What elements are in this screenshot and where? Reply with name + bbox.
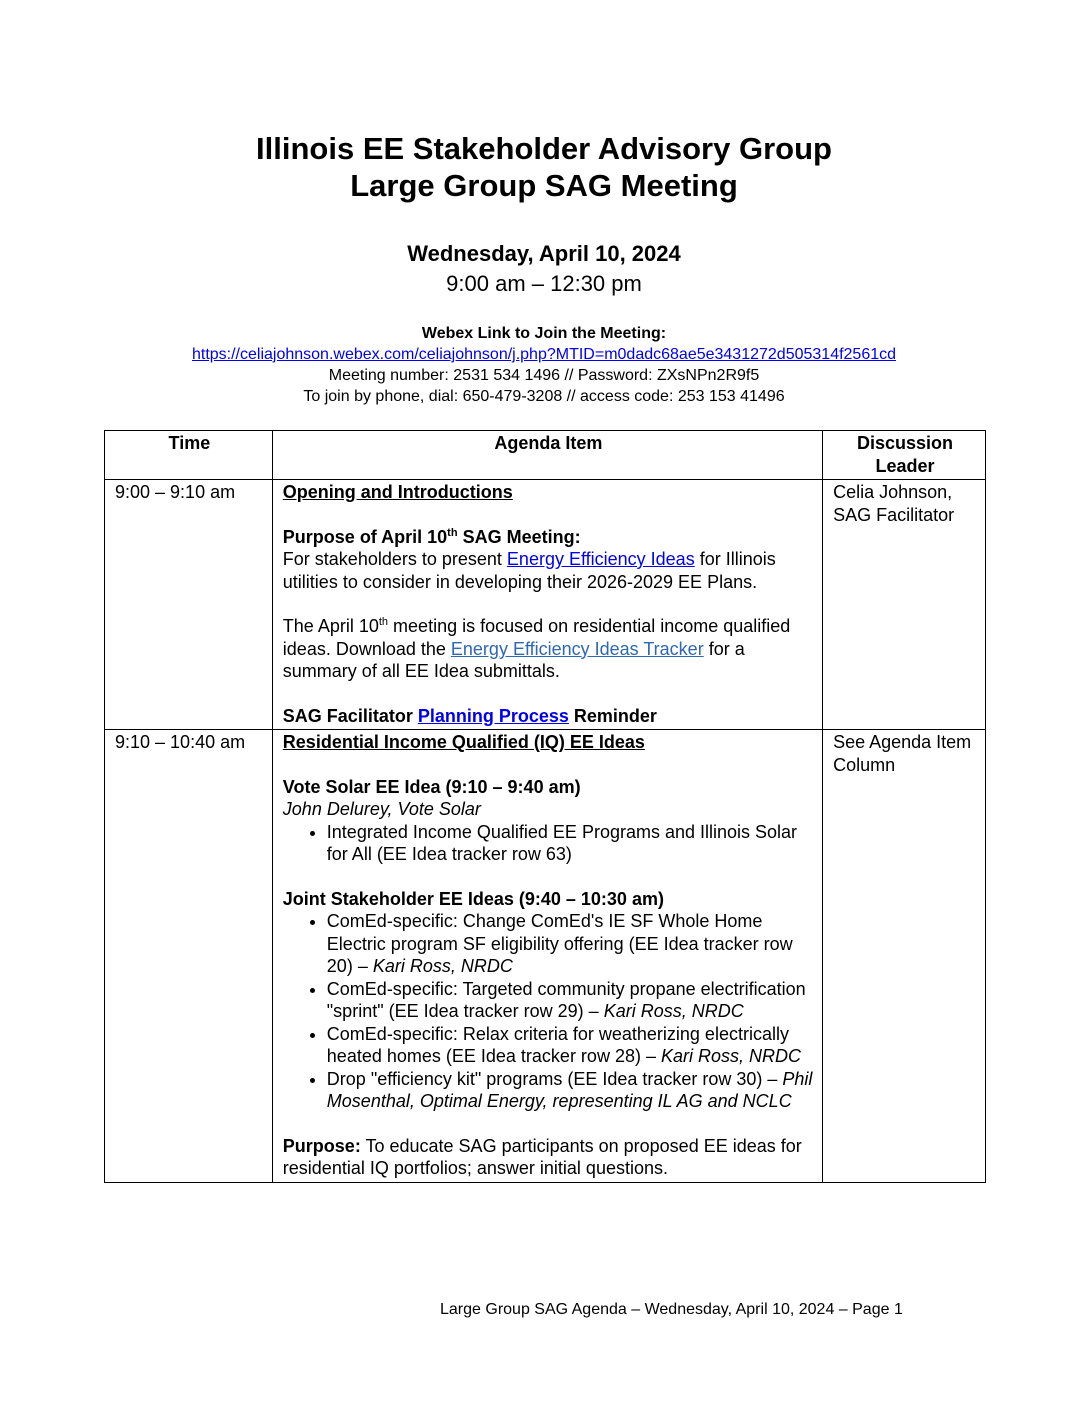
row1-time: 9:00 – 9:10 am	[105, 480, 273, 730]
meeting-number: Meeting number: 2531 534 1496 // Password: ZXsNPn2R9f5	[328, 367, 760, 384]
vote-solar-presenter: John Delurey, Vote Solar	[282, 799, 481, 819]
phone-info: To join by phone, dial: 650-479-3208 // access code: 253 153 41496	[303, 388, 785, 405]
list-item: • Integrated Income Qualified EE Programs and Illinois Solar for All (EE Idea tracker row 63)	[327, 821, 814, 866]
webex-link[interactable]: https://celiajohnson.webex.com/celiajohnson/j.php?MTID=m0dadc68ae5e3431272d505314f2561cd	[191, 346, 897, 363]
vote-solar-heading: Vote Solar EE Idea (9:10 – 9:40 am)	[282, 776, 581, 797]
header-agenda-item: Agenda Item	[272, 431, 822, 480]
row1-purpose-text: For stakeholders to present Energy Efficiency Ideas for Illinois utilities to consider in developing their 2026-2029 EE Plans.	[282, 549, 776, 592]
row1-title: Opening and Introductions	[282, 482, 513, 502]
page-footer: Large Group SAG Agenda – Wednesday, April 10, 2024 – Page 1	[440, 1301, 903, 1318]
row2-time: 9:10 – 10:40 am	[105, 730, 273, 1183]
joint-stakeholder-list	[283, 910, 814, 1113]
page-subtitle: Large Group SAG Meeting	[350, 168, 738, 203]
table-header-row	[105, 431, 986, 480]
webex-block	[0, 323, 1088, 407]
title-block	[0, 130, 1088, 298]
list-item: • ComEd-specific: Change ComEd's IE SF Whole Home Electric program SF eligibility offering (EE Idea tracker row 20) – Kari Ross, NRDC	[327, 910, 814, 978]
list-item: • ComEd-specific: Relax criteria for weatherizing electrically heated homes (EE Idea tracker row 28) – Kari Ross, NRDC	[327, 1023, 814, 1068]
header-time: Time	[105, 431, 273, 480]
row2-purpose: Purpose: To educate SAG participants on proposed EE ideas for residential IQ portfolios; answer initial questions.	[282, 1135, 802, 1178]
row1-leader: Celia Johnson, SAG Facilitator	[823, 480, 986, 730]
vote-solar-list	[283, 821, 814, 866]
header-discussion-leader: Discussion Leader	[823, 431, 986, 480]
webex-heading: Webex Link to Join the Meeting:	[421, 325, 667, 342]
energy-efficiency-ideas-link[interactable]: Energy Efficiency Ideas	[506, 549, 695, 569]
row2-agenda-item	[272, 730, 822, 1183]
planning-process-link[interactable]: Planning Process	[417, 705, 569, 726]
list-item: • Drop "efficiency kit" programs (EE Idea tracker row 30) – Phil Mosenthal, Optimal Energy, representing IL AG and NCLC	[327, 1068, 814, 1113]
table-row	[105, 480, 986, 730]
row1-focus-text: The April 10th meeting is focused on residential income qualified ideas. Download the Energy Efficiency Ideas Tracker for a summary of all EE Idea submittals.	[282, 616, 791, 681]
meeting-date: Wednesday, April 10, 2024	[407, 241, 681, 266]
meeting-time: 9:00 am – 12:30 pm	[446, 271, 642, 296]
joint-stakeholder-heading: Joint Stakeholder EE Ideas (9:40 – 10:30 am)	[282, 888, 664, 909]
table-row	[105, 730, 986, 1183]
agenda-table	[104, 430, 986, 1183]
ideas-tracker-link[interactable]: Energy Efficiency Ideas Tracker	[450, 638, 704, 659]
row2-leader: See Agenda Item Column	[823, 730, 986, 1183]
row1-agenda-item	[272, 480, 822, 730]
row2-title: Residential Income Qualified (IQ) EE Ideas	[282, 732, 645, 752]
page-title: Illinois EE Stakeholder Advisory Group	[256, 131, 832, 166]
row1-purpose-heading: Purpose of April 10th SAG Meeting:	[282, 526, 581, 547]
list-item: • ComEd-specific: Targeted community propane electrification "sprint" (EE Idea tracker row 29) – Kari Ross, NRDC	[327, 978, 814, 1023]
row1-reminder: SAG Facilitator Planning Process Reminder	[282, 705, 657, 726]
